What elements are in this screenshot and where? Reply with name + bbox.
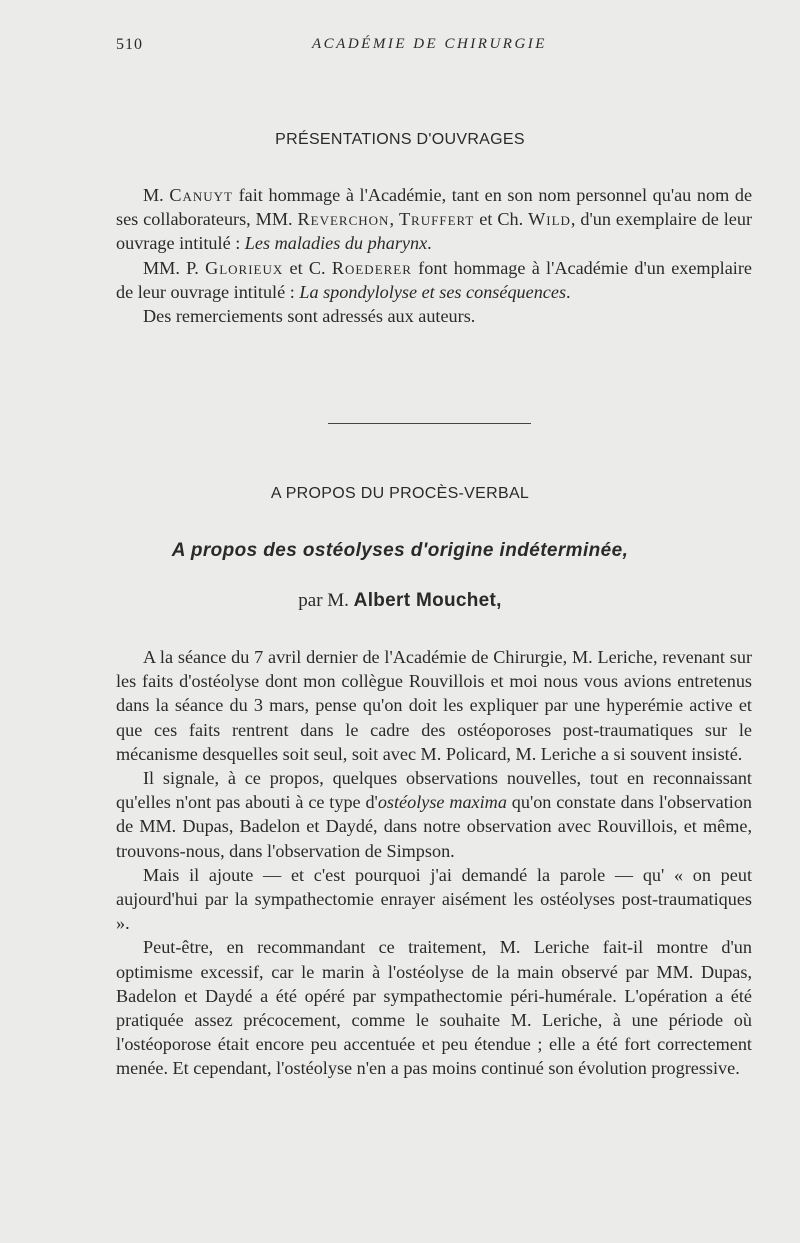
paragraph: Des remerciements sont adressés aux auteurs. [143, 306, 476, 327]
author-name: Albert Mouchet, [353, 590, 502, 611]
article-title: A propos des ostéolyses d'origine indéterminée, [171, 540, 629, 561]
paragraph: M. Canuyt fait hommage à l'Académie, tant en son nom personnel qu'au nom de ses collaborateurs, MM. Reverchon, Truffert et Ch. Wild, d'un exemplaire de leur ouvrage intitulé : Les maladies du pharynx. [116, 185, 753, 254]
paragraph: A la séance du 7 avril dernier de l'Académie de Chirurgie, M. Leriche, revenant sur les faits d'ostéolyse dont mon collègue Rouvillois et moi nous vous avions entretenus dans la séance du 3 mars, pense qu'on doit les expliquer par une hyperémie active et que ces faits rentrent dans le cadre des ostéoporoses post-traumatiques sur le mécanisme desquelles soit seul, soit avec M. Policard, M. Leriche a si souvent insisté. [116, 647, 752, 764]
article-body [116, 645, 752, 1081]
paragraph: Il signale, à ce propos, quelques observations nouvelles, tout en reconnaissant qu'elles n'ont pas abouti à ce type d'ostéolyse maxima qu'on constate dans l'observation de MM. Dupas, Badelon et Daydé, dans notre observation avec Rouvillois, et même, trouvons-nous, dans l'observation de Simpson. [116, 768, 753, 861]
running-head [116, 36, 760, 58]
section-presentations-body [116, 183, 752, 328]
author-prefix: par M. [298, 590, 354, 611]
section-heading-proces-verbal: A PROPOS DU PROCÈS-VERBAL [270, 485, 530, 502]
page-number: 510 [116, 36, 143, 53]
paragraph: Mais il ajoute — et c'est pourquoi j'ai demandé la parole — qu' « on peut aujourd'hui par la sympathectomie enrayer aisément les ostéolyses post-traumatiques ». [116, 864, 752, 934]
section-heading-presentations: PRÉSENTATIONS D'OUVRAGES [275, 131, 525, 148]
paragraph: Peut-être, en recommandant ce traitement, M. Leriche fait-il montre d'un optimisme excessif, car le marin à l'ostéolyse de la main observé par MM. Dupas, Badelon et Daydé a été opéré par sympathectomie péri-humérale. L'opération a été pratiquée assez précocement, comme le souhaite M. Leriche, à une période où l'ostéoporose était encore peu accentuée et peu étendue ; elle a été fort correctement menée. Et cependant, l'ostéolyse n'en a pas moins continué son évolution progressive. [116, 937, 752, 1079]
journal-title: ACADÉMIE DE CHIRURGIE [312, 36, 547, 52]
section-divider [328, 423, 531, 424]
author-line [0, 590, 800, 612]
paragraph: MM. P. Glorieux et C. Roederer font hommage à l'Académie d'un exemplaire de leur ouvrage intitulé : La spondylolyse et ses conséquences. [116, 257, 752, 302]
